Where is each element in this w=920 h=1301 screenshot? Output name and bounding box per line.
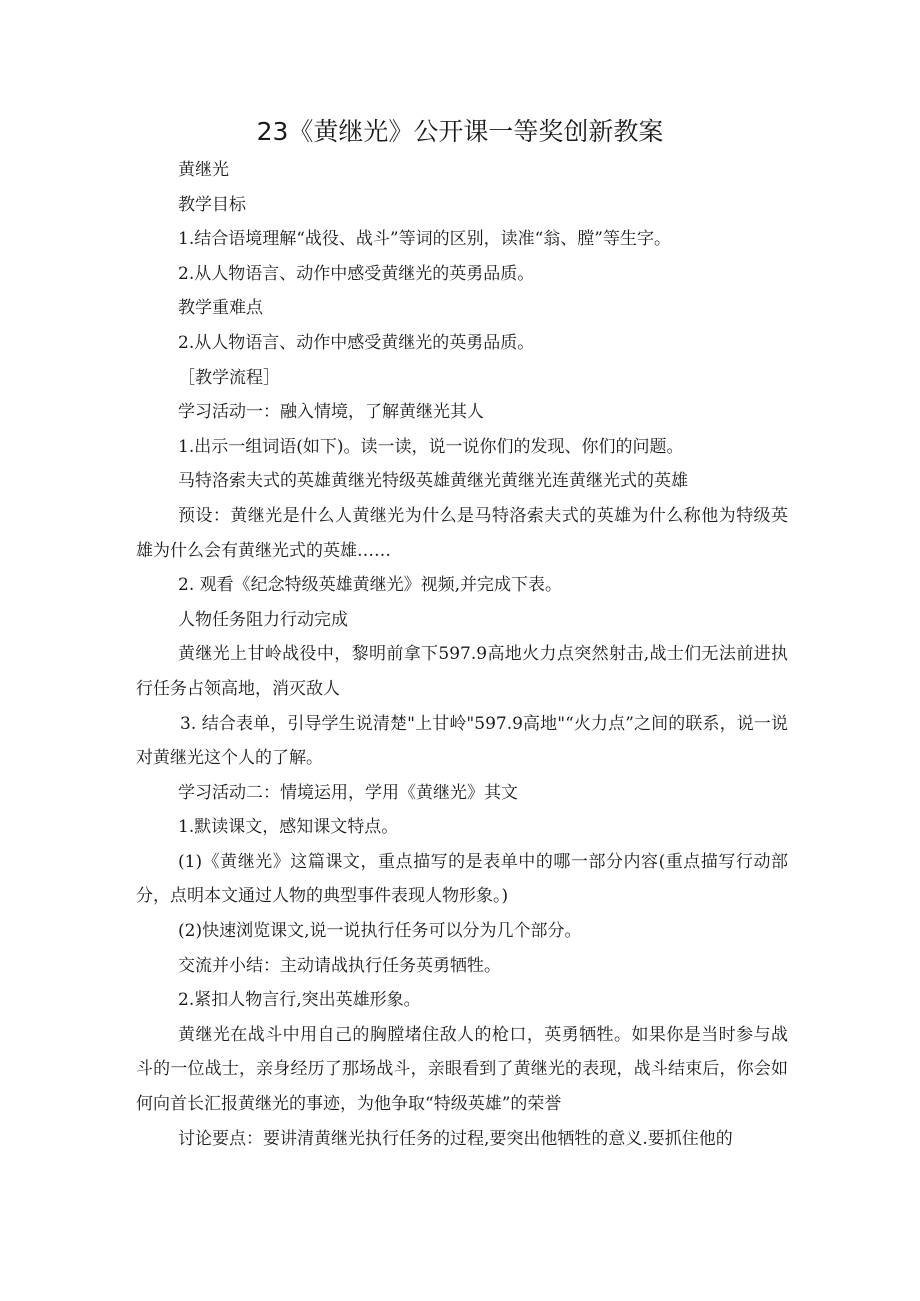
scenario-paragraph: 黄继光在战斗中用自己的胸膛堵住敌人的枪口，英勇牺牲。如果你是当时参与战斗的一位战士，亲身经历了那场战斗，亲眼看到了黄继光的表现，战斗结束后，你会如何向首长汇报黄继光的事迹，为他争取“特级英雄”的荣誉 [136,1024,788,1115]
discussion-points: 讨论要点：要讲清黄继光执行任务的过程,要突出他牺牲的意义.要抓住他的 [178,1128,733,1149]
table-content-row: 黄继光上甘岭战役中，黎明前拿下597.9高地火力点突然射击,战士们无法前进执行任务占领高地，消灭敌人 [136,644,788,699]
activity-two-sub-2: (2)快速浏览课文,说一说执行任务可以分为几个部分。 [178,921,582,942]
word-list: 马特洛索夫式的英雄黄继光特级英雄黄继光黄继光连黄继光式的英雄 [178,471,688,492]
preset-questions: 预设：黄继光是什么人黄继光为什么是马特洛索夫式的英雄为什么称他为特级英雄为什么会有黄继光式的英雄…… [136,505,788,561]
heading-key-difficulties: 教学重难点 [178,298,263,319]
activity-one-heading: 学习活动一：融入情境，了解黄继光其人 [178,402,484,423]
document-title: 23《黄继光》公开课一等奖创新教案 [256,117,664,146]
goal-item-2: 2.从人物语言、动作中感受黄继光的英勇品质。 [178,263,535,284]
activity-one-step-3: 3. 结合表单，引导学生说清楚"上甘岭"597.9高地"“火力点”之间的联系，说一说对黄继光这个人的了解。 [136,713,788,769]
activity-two-step-1: 1.默读课文，感知课文特点。 [178,817,399,838]
summary-line: 交流并小结：主动请战执行任务英勇牺牲。 [178,955,501,976]
activity-one-step-1: 1.出示一组词语(如下)。读一读，说一说你们的发现、你们的问题。 [178,436,684,457]
difficulty-item-2: 2.从人物语言、动作中感受黄继光的英勇品质。 [178,332,535,353]
heading-teaching-process: ［教学流程］ [178,367,280,388]
heading-teaching-goals: 教学目标 [178,194,246,215]
document-body [136,153,788,1156]
goal-item-1: 1.结合语境理解“战役、战斗”等词的区别，读准“翁、膛”等生字。 [178,229,671,250]
activity-two-sub-1: (1)《黄继光》这篇课文，重点描写的是表单中的哪一部分内容(重点描写行动部分，点明本文通过人物的典型事件表现人物形象。) [136,851,788,907]
activity-two-step-2: 2.紧扣人物言行,突出英雄形象。 [178,990,421,1011]
table-header-row: 人物任务阻力行动完成 [178,609,348,630]
activity-one-step-2: 2. 观看《纪念特级英雄黄继光》视频,并完成下表。 [178,575,563,596]
paragraph-lesson-name: 黄继光 [178,160,229,180]
activity-two-heading: 学习活动二：情境运用，学用《黄继光》其文 [178,782,518,803]
